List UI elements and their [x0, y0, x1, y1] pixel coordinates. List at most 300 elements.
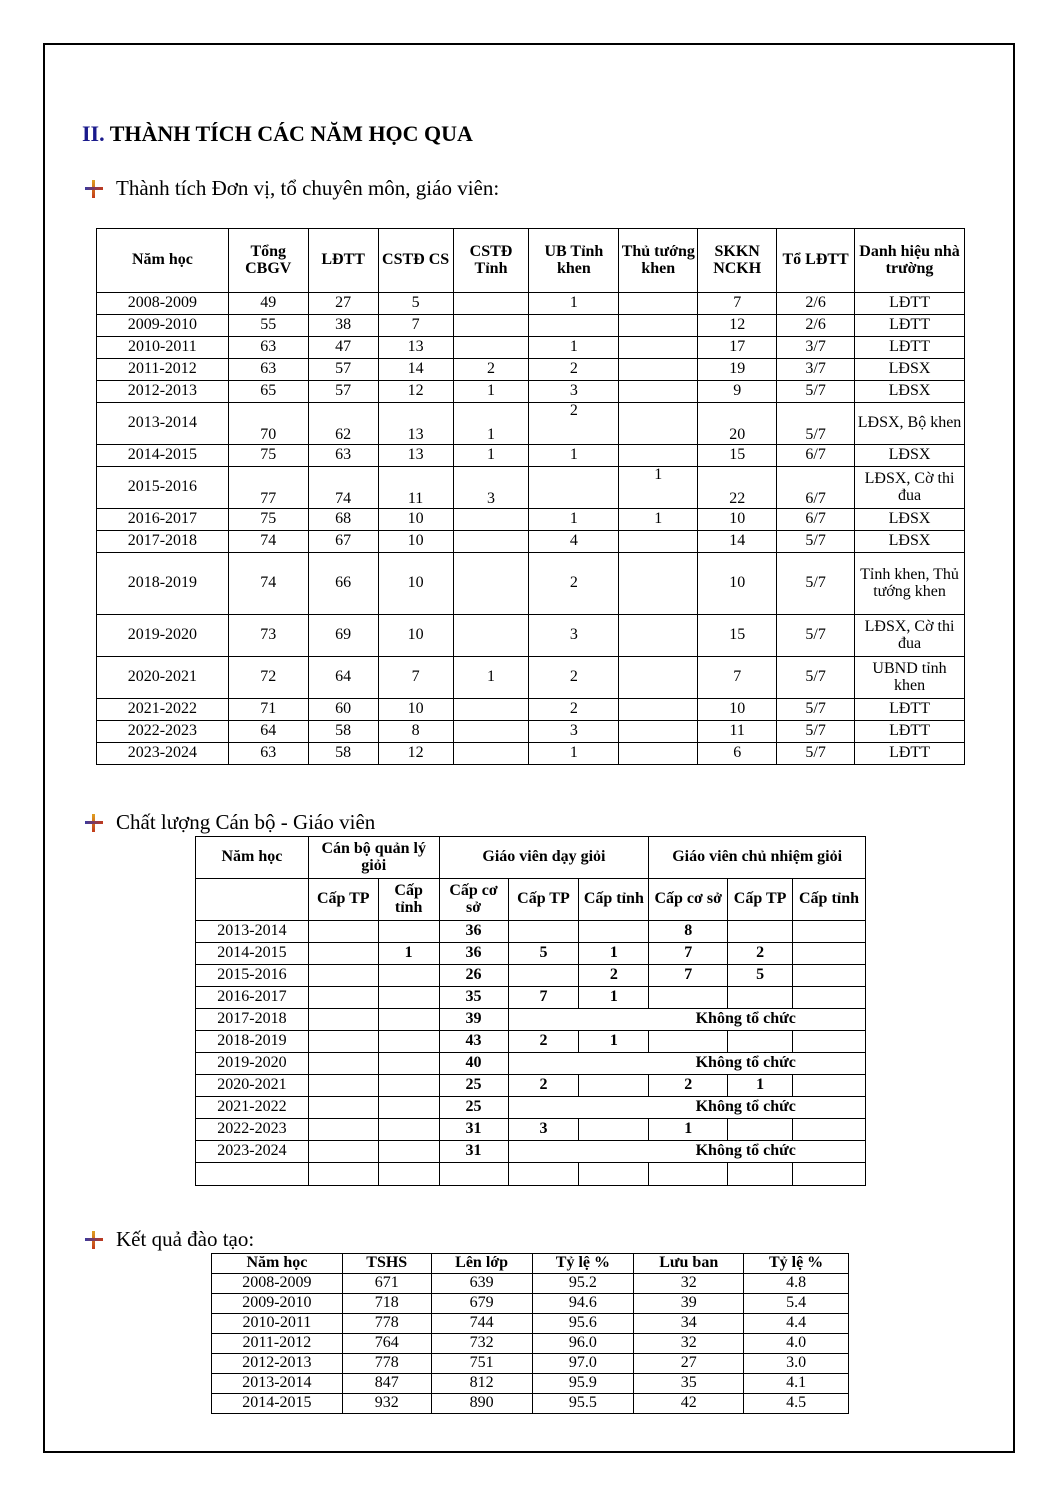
table-cell: 2016-2017 — [97, 509, 229, 531]
plus-bullet-icon — [84, 179, 104, 199]
table-cell — [793, 1119, 866, 1141]
table-cell: 679 — [431, 1294, 532, 1314]
table-cell: 5/7 — [777, 403, 855, 445]
table-cell: 14 — [378, 359, 453, 381]
table-cell: 64 — [228, 721, 308, 743]
table-cell: 39 — [439, 1009, 508, 1031]
table-cell — [453, 553, 529, 615]
table-cell: 6/7 — [777, 445, 855, 467]
table-cell: 4.4 — [744, 1314, 849, 1334]
section3-title — [84, 1227, 254, 1252]
section1-title-text: Thành tích Đơn vị, tổ chuyên môn, giáo viên: — [116, 176, 500, 200]
heading-title: THÀNH TÍCH CÁC NĂM HỌC QUA — [109, 121, 473, 146]
table-cell: 1 — [579, 943, 649, 965]
table-cell: 3 — [529, 381, 619, 403]
table-row — [97, 699, 965, 721]
table-cell — [308, 987, 378, 1009]
table-cell: 8 — [378, 721, 453, 743]
table-cell — [308, 943, 378, 965]
not-organized-cell: Không tổ chức — [508, 1097, 866, 1119]
table-cell: LĐSX — [855, 445, 965, 467]
col-header: Cấp tỉnh — [793, 879, 866, 921]
table-cell — [649, 1163, 728, 1186]
table-cell: 10 — [698, 509, 777, 531]
section1-title — [84, 176, 499, 201]
table-cell: 1 — [378, 943, 439, 965]
table-cell: 17 — [698, 337, 777, 359]
year-cell: 2022-2023 — [196, 1119, 309, 1141]
table-cell: 95.2 — [532, 1274, 634, 1294]
table-cell — [308, 1075, 378, 1097]
staff-quality-group-header — [196, 837, 866, 879]
col-header: UB Tỉnh khen — [529, 229, 619, 293]
table-row — [97, 467, 965, 509]
table-cell — [378, 1075, 439, 1097]
table-cell: 38 — [308, 315, 378, 337]
table-cell: 26 — [439, 965, 508, 987]
table-cell — [619, 337, 698, 359]
table-row — [97, 553, 965, 615]
table-cell — [378, 1163, 439, 1186]
table-cell: 732 — [431, 1334, 532, 1354]
table-cell: LĐSX — [855, 359, 965, 381]
table-cell: 932 — [342, 1394, 431, 1414]
table-cell: 15 — [698, 445, 777, 467]
table-cell: 7 — [698, 657, 777, 699]
table-cell: 75 — [228, 445, 308, 467]
table-cell: 27 — [634, 1354, 744, 1374]
table-cell: 5/7 — [777, 531, 855, 553]
table-cell: 10 — [378, 553, 453, 615]
table-cell: 74 — [228, 553, 308, 615]
table-row — [212, 1394, 849, 1414]
table-cell: 3 — [529, 721, 619, 743]
table-cell: Tỉnh khen, Thủ tướng khen — [855, 553, 965, 615]
table-cell: 71 — [228, 699, 308, 721]
table-cell: 2 — [579, 965, 649, 987]
col-header: Tổng CBGV — [228, 229, 308, 293]
table-cell: 2018-2019 — [97, 553, 229, 615]
table-row — [196, 1053, 866, 1075]
table-cell: LĐTT — [855, 743, 965, 765]
table-cell — [728, 1163, 793, 1186]
col-header: Cấp TP — [308, 879, 378, 921]
table-cell: 1 — [619, 509, 698, 531]
col-header: CSTĐ CS — [378, 229, 453, 293]
table-cell: 58 — [308, 743, 378, 765]
table-cell: 40 — [439, 1053, 508, 1075]
table-cell: 36 — [439, 943, 508, 965]
table-row — [196, 1009, 866, 1031]
table-cell — [308, 1031, 378, 1053]
table-cell: LĐSX — [855, 381, 965, 403]
table-row — [212, 1314, 849, 1334]
table-cell — [453, 337, 529, 359]
table-cell — [728, 987, 793, 1009]
table-row — [196, 1031, 866, 1053]
table-cell: 3 — [529, 615, 619, 657]
table-cell — [619, 403, 698, 445]
table-cell — [728, 1031, 793, 1053]
table-cell — [619, 359, 698, 381]
table-cell: 13 — [378, 403, 453, 445]
table-row — [97, 293, 965, 315]
table-cell: 3/7 — [777, 337, 855, 359]
table-cell: 47 — [308, 337, 378, 359]
table-cell: 8 — [649, 921, 728, 943]
table-cell: 10 — [698, 699, 777, 721]
table-cell: 63 — [308, 445, 378, 467]
table-cell: 1 — [619, 467, 698, 509]
table-cell: 3.0 — [744, 1354, 849, 1374]
table-cell — [619, 531, 698, 553]
table-cell: 2013-2014 — [97, 403, 229, 445]
table-cell — [793, 965, 866, 987]
table-cell — [619, 615, 698, 657]
table-row — [97, 359, 965, 381]
table-cell: 2015-2016 — [97, 467, 229, 509]
table-cell: 35 — [439, 987, 508, 1009]
table-cell — [378, 1119, 439, 1141]
table-cell: 2021-2022 — [97, 699, 229, 721]
table-cell: 35 — [634, 1374, 744, 1394]
table-cell: 1 — [453, 657, 529, 699]
table-cell: 4.5 — [744, 1394, 849, 1414]
table-cell: 95.6 — [532, 1314, 634, 1334]
table-row — [196, 921, 866, 943]
table-cell — [308, 921, 378, 943]
table-cell: LĐSX, Cờ thi đua — [855, 615, 965, 657]
heading-number: II. — [82, 121, 105, 146]
table-cell: 778 — [342, 1354, 431, 1374]
table-cell — [508, 965, 579, 987]
table-cell — [619, 721, 698, 743]
col-header: Cấp tỉnh — [378, 879, 439, 921]
section3-title-text: Kết quả đào tạo: — [116, 1227, 255, 1251]
col-header: Cấp TP — [508, 879, 579, 921]
table-cell — [453, 615, 529, 657]
table-cell: 2 — [529, 553, 619, 615]
table-cell — [793, 921, 866, 943]
table-cell: 70 — [228, 403, 308, 445]
table-cell: 67 — [308, 531, 378, 553]
table-cell: 2 — [453, 359, 529, 381]
table-cell: 2 — [529, 403, 619, 445]
table-cell: 97.0 — [532, 1354, 634, 1374]
table-cell: 1 — [649, 1119, 728, 1141]
table-cell: 13 — [378, 445, 453, 467]
table-cell: 95.9 — [532, 1374, 634, 1394]
section2-title — [84, 810, 375, 835]
table-cell: LĐTT — [855, 337, 965, 359]
table-cell — [619, 445, 698, 467]
table-row — [196, 1119, 866, 1141]
year-cell: 2013-2014 — [196, 921, 309, 943]
table-cell: 4.0 — [744, 1334, 849, 1354]
table-cell: 4.1 — [744, 1374, 849, 1394]
table-row — [212, 1294, 849, 1314]
table-cell: 27 — [308, 293, 378, 315]
table-cell — [619, 657, 698, 699]
training-results-header-row — [212, 1254, 849, 1274]
table-cell: 12 — [378, 743, 453, 765]
table-row — [196, 987, 866, 1009]
table-row — [97, 743, 965, 765]
col-header: Thủ tướng khen — [619, 229, 698, 293]
section2-title-text: Chất lượng Cán bộ - Giáo viên — [116, 810, 376, 834]
table-row — [212, 1274, 849, 1294]
table-cell: 43 — [439, 1031, 508, 1053]
table-row — [196, 1163, 866, 1186]
achievements-table — [96, 228, 965, 765]
table-cell: 1 — [728, 1075, 793, 1097]
table-cell: 2020-2021 — [97, 657, 229, 699]
table-cell: 2011-2012 — [212, 1334, 343, 1354]
year-cell: 2019-2020 — [196, 1053, 309, 1075]
table-cell: 7 — [649, 943, 728, 965]
table-row — [196, 1097, 866, 1119]
table-cell: 63 — [228, 743, 308, 765]
table-cell — [619, 699, 698, 721]
table-row — [97, 403, 965, 445]
table-cell — [308, 1141, 378, 1163]
col-header: Cấp tỉnh — [579, 879, 649, 921]
table-cell — [378, 1053, 439, 1075]
table-row — [196, 1075, 866, 1097]
table-cell — [579, 921, 649, 943]
table-cell: 2 — [728, 943, 793, 965]
table-cell: 63 — [228, 359, 308, 381]
table-cell: 5/7 — [777, 553, 855, 615]
table-cell: 32 — [634, 1274, 744, 1294]
table-cell — [378, 1097, 439, 1119]
col-header: CSTĐ Tỉnh — [453, 229, 529, 293]
table-cell: 25 — [439, 1097, 508, 1119]
table-cell: 58 — [308, 721, 378, 743]
table-cell: 5/7 — [777, 615, 855, 657]
table-row — [97, 337, 965, 359]
training-results-table — [211, 1253, 849, 1414]
table-cell: 1 — [453, 403, 529, 445]
table-cell — [793, 1163, 866, 1186]
table-cell — [649, 987, 728, 1009]
table-cell: LĐSX, Bộ khen — [855, 403, 965, 445]
table-cell: 77 — [228, 467, 308, 509]
table-cell: 2023-2024 — [97, 743, 229, 765]
table-row — [97, 615, 965, 657]
staff-quality-sub-header — [196, 879, 866, 921]
table-cell: 2 — [508, 1075, 579, 1097]
not-organized-cell: Không tổ chức — [508, 1053, 866, 1075]
table-cell: 1 — [529, 509, 619, 531]
table-cell: 57 — [308, 359, 378, 381]
table-cell — [453, 721, 529, 743]
table-cell: 95.5 — [532, 1394, 634, 1414]
table-row — [212, 1334, 849, 1354]
col-header: LĐTT — [308, 229, 378, 293]
table-row — [196, 1141, 866, 1163]
table-row — [97, 509, 965, 531]
table-cell: 10 — [378, 615, 453, 657]
table-cell — [649, 1031, 728, 1053]
table-cell: 744 — [431, 1314, 532, 1334]
table-cell: 4.8 — [744, 1274, 849, 1294]
table-cell — [439, 1163, 508, 1186]
table-cell: 10 — [698, 553, 777, 615]
col-header: Giáo viên chủ nhiệm giỏi — [649, 837, 866, 879]
table-cell — [453, 699, 529, 721]
table-cell: 812 — [431, 1374, 532, 1394]
table-cell: 5/7 — [777, 381, 855, 403]
table-cell: 36 — [439, 921, 508, 943]
table-cell: 5/7 — [777, 699, 855, 721]
table-cell — [453, 531, 529, 553]
table-cell: 778 — [342, 1314, 431, 1334]
table-cell: 74 — [228, 531, 308, 553]
table-cell: 2 — [649, 1075, 728, 1097]
table-cell: 2/6 — [777, 315, 855, 337]
table-cell: 5/7 — [777, 721, 855, 743]
table-row — [97, 721, 965, 743]
table-cell: 718 — [342, 1294, 431, 1314]
table-cell — [453, 509, 529, 531]
table-cell: 5 — [378, 293, 453, 315]
col-header: Cán bộ quản lý giỏi — [308, 837, 439, 879]
achievements-header-row — [97, 229, 965, 293]
table-cell: 22 — [698, 467, 777, 509]
table-cell — [378, 1141, 439, 1163]
table-cell — [793, 943, 866, 965]
table-cell — [378, 1031, 439, 1053]
table-row — [196, 943, 866, 965]
table-cell: 671 — [342, 1274, 431, 1294]
table-cell: 6 — [698, 743, 777, 765]
table-cell: 2009-2010 — [97, 315, 229, 337]
col-header: Năm học — [97, 229, 229, 293]
year-cell: 2020-2021 — [196, 1075, 309, 1097]
table-cell: 31 — [439, 1119, 508, 1141]
table-cell: LĐSX, Cờ thi đua — [855, 467, 965, 509]
col-header: Tổ LĐTT — [777, 229, 855, 293]
col-header: Năm học — [212, 1254, 343, 1274]
table-row — [212, 1354, 849, 1374]
table-cell: 10 — [378, 531, 453, 553]
table-cell: 68 — [308, 509, 378, 531]
not-organized-cell: Không tổ chức — [508, 1009, 866, 1031]
table-cell — [378, 921, 439, 943]
plus-bullet-icon — [84, 813, 104, 833]
year-cell: 2016-2017 — [196, 987, 309, 1009]
table-cell: 62 — [308, 403, 378, 445]
table-cell: 2011-2012 — [97, 359, 229, 381]
table-cell: 34 — [634, 1314, 744, 1334]
table-cell — [453, 293, 529, 315]
table-cell: 2 — [529, 657, 619, 699]
col-header: TSHS — [342, 1254, 431, 1274]
table-cell: 4 — [529, 531, 619, 553]
table-cell: LĐSX — [855, 509, 965, 531]
table-cell: 14 — [698, 531, 777, 553]
table-cell: 847 — [342, 1374, 431, 1394]
table-cell — [308, 1009, 378, 1031]
table-cell: 2014-2015 — [97, 445, 229, 467]
col-header: Lên lớp — [431, 1254, 532, 1274]
table-cell: LĐTT — [855, 315, 965, 337]
table-cell: 19 — [698, 359, 777, 381]
table-cell — [529, 467, 619, 509]
table-cell: 5/7 — [777, 657, 855, 699]
table-cell: 5.4 — [744, 1294, 849, 1314]
table-row — [97, 315, 965, 337]
staff-quality-table — [195, 836, 866, 1186]
table-row — [97, 531, 965, 553]
table-cell — [453, 315, 529, 337]
col-header: Cấp TP — [728, 879, 793, 921]
col-header: Cấp cơ sở — [439, 879, 508, 921]
table-cell: 11 — [378, 467, 453, 509]
table-cell: 2010-2011 — [212, 1314, 343, 1334]
table-cell: 2019-2020 — [97, 615, 229, 657]
table-cell: 5/7 — [777, 743, 855, 765]
table-cell: 10 — [378, 509, 453, 531]
table-cell: 32 — [634, 1334, 744, 1354]
year-cell: 2018-2019 — [196, 1031, 309, 1053]
table-cell — [619, 553, 698, 615]
table-cell: 10 — [378, 699, 453, 721]
table-cell: 2008-2009 — [212, 1274, 343, 1294]
table-cell: 2012-2013 — [212, 1354, 343, 1374]
table-cell — [308, 1053, 378, 1075]
table-cell — [508, 921, 579, 943]
table-cell: 42 — [634, 1394, 744, 1414]
table-cell — [378, 1009, 439, 1031]
table-row — [97, 381, 965, 403]
table-cell: 1 — [579, 987, 649, 1009]
table-cell — [619, 743, 698, 765]
table-cell: LĐSX — [855, 531, 965, 553]
table-cell — [508, 1163, 579, 1186]
year-cell: 2014-2015 — [196, 943, 309, 965]
table-cell: 75 — [228, 509, 308, 531]
table-cell: 20 — [698, 403, 777, 445]
table-cell: 764 — [342, 1334, 431, 1354]
table-cell: 751 — [431, 1354, 532, 1374]
table-cell: 2 — [508, 1031, 579, 1053]
table-cell: 5 — [728, 965, 793, 987]
table-cell: 1 — [529, 445, 619, 467]
table-cell: 890 — [431, 1394, 532, 1414]
table-cell — [579, 1119, 649, 1141]
table-cell: 2014-2015 — [212, 1394, 343, 1414]
table-cell: 2013-2014 — [212, 1374, 343, 1394]
table-cell: 6/7 — [777, 467, 855, 509]
table-cell: 7 — [508, 987, 579, 1009]
table-cell — [619, 381, 698, 403]
col-header: Lưu ban — [634, 1254, 744, 1274]
table-cell: 3 — [453, 467, 529, 509]
col-header: Tỷ lệ % — [532, 1254, 634, 1274]
table-cell: 1 — [529, 743, 619, 765]
table-cell: 15 — [698, 615, 777, 657]
table-row — [212, 1374, 849, 1394]
table-cell: 2/6 — [777, 293, 855, 315]
col-header — [196, 879, 309, 921]
table-cell: 1 — [529, 293, 619, 315]
col-header: Năm học — [196, 837, 309, 879]
table-cell: 11 — [698, 721, 777, 743]
table-cell: UBND tỉnh khen — [855, 657, 965, 699]
table-row — [196, 965, 866, 987]
